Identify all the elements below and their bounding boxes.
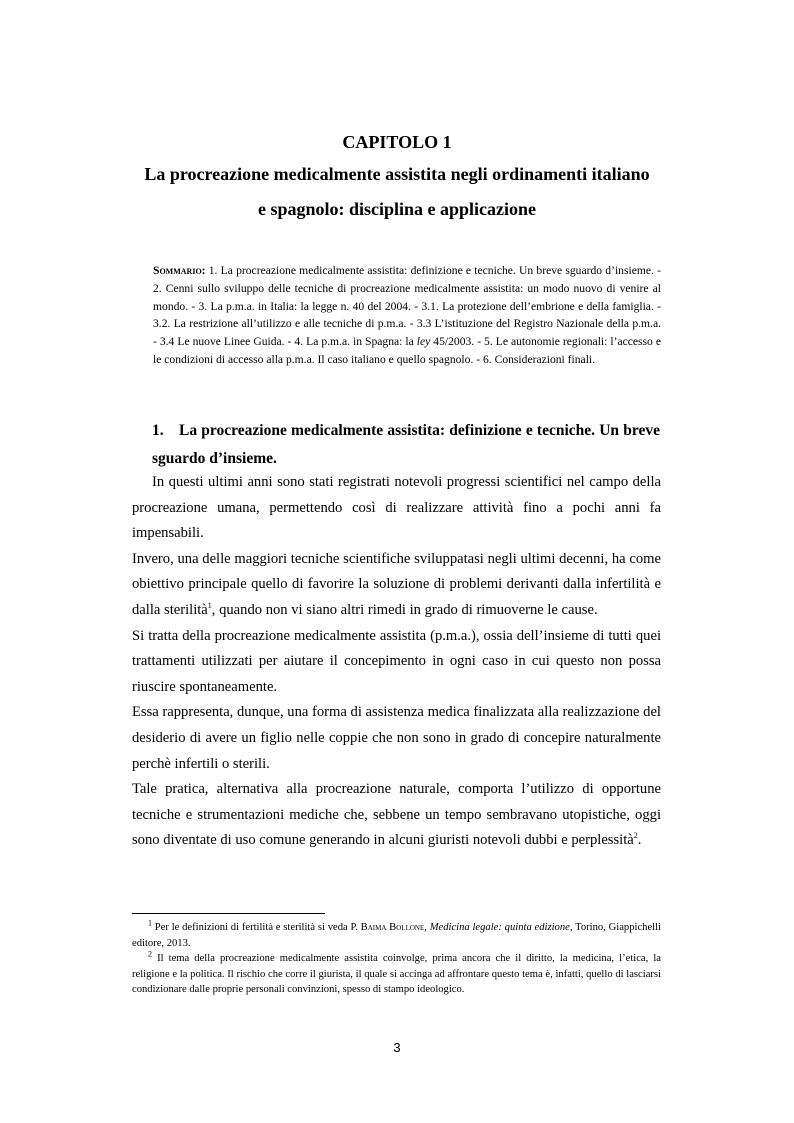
section-title: La procreazione medicalmente assistita: definizione e tecniche. Un breve sguardo d’insieme. [152,422,660,467]
footnote-divider [132,913,325,914]
chapter-label: CAPITOLO 1 [342,132,452,152]
paragraph: Essa rappresenta, dunque, una forma di assistenza medica finalizzata alla realizzazione del desiderio di avere un figlio nelle coppie che non sono in grado di concepire naturalmente perchè infertili o sterili. [132,704,661,772]
page-number: 3 [393,1040,401,1055]
summary-italic: ley [416,335,431,349]
chapter-title-line2: e spagnolo: disciplina e applicazione [257,199,537,219]
section-number: 1. [152,422,164,439]
paragraph: Si tratta della procreazione medicalmente assistita (p.m.a.), ossia dell’insieme di tutti quei trattamenti utilizzati per aiutare il concepimento in ogni caso in cui questo non possa riuscire spontaneamente. [132,627,661,695]
section-heading [152,417,660,473]
summary-text-end: 45/2003. - 5. Le autonomie regionali: l’accesso e le condizioni di accesso alla p.m.a. Il caso italiano e quello spagnolo. - 6. Considerazioni finali. [153,335,661,366]
paragraph: Invero, una delle maggiori tecniche scientifiche sviluppatasi negli ultimi decenni, ha come obiettivo principale quello di favorire la soluzione di problemi derivanti dalla infertilità e dalla sterilità$^1$, quando non vi siano altri rimedi in grado di rimuoverne le cause. [132,550,661,618]
chapter-summary [153,262,661,369]
footnotes [132,920,661,998]
footnote-ref[interactable]: 2 [633,831,638,841]
paragraph: In questi ultimi anni sono stati registrati notevoli progressi scientifici nel campo della procreazione umana, permettendo così di realizzare attività fino a pochi anni fa impensabili. [132,474,661,542]
body-text [132,470,661,854]
paragraph: Tale pratica, alternativa alla procreazione naturale, comporta l’utilizzo di opportune tecniche e strumentazioni mediche che, sebbene un tempo sembravano utopistiche, oggi sono diventate di uso comune generando in alcuni giuristi notevoli dubbi e perplessità$^2$. [132,781,661,849]
chapter-title-line1: La procreazione medicalmente assistita negli ordinamenti italiano [144,164,650,184]
footnote-2: $^2$ Il tema della procreazione medicalmente assistita coinvolge, prima ancora che il diritto, la medicina, l’etica, la religione e la politica. Il rischio che corre il giurista, il quale si accinga ad affrontare questo tema è, infatti, quello di lasciarsi condizionare dalle proprie personali convinzioni, spesso di stampo ideologico. [132,949,661,995]
summary-text: 1. La procreazione medicalmente assistita: definizione e tecniche. Un breve sguardo d’insieme. - 2. Cenni sullo sviluppo delle tecniche di procreazione medicalmente assistita: un modo nuovo di venire al mondo. - 3. La p.m.a. in Italia: la legge n. 40 del 2004. - 3.1. La protezione dell’embrione e della famiglia. - 3.2. La restrizione all’utilizzo e alle tecniche di p.m.a. - 3.3 L’istituzione del Registro Nazionale della p.m.a. - 3.4 Le nuove Linee Guida. - 4. La p.m.a. in Spagna: la [153,264,661,349]
summary-lead: Sommario: [153,264,206,277]
footnote-ref[interactable]: 1 [207,601,212,611]
footnote-1: $^1$ Per le definizioni di fertilità e sterilità si veda P. Baima Bollone, Medicina legale: quinta edizione, Torino, Giappichelli editore, 2013. [132,918,661,949]
